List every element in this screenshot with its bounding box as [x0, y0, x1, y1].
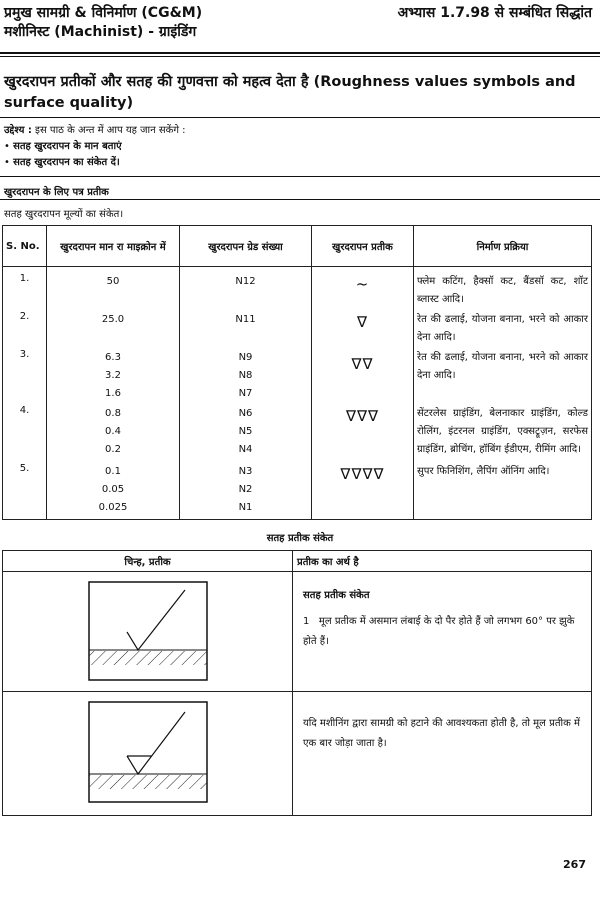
symbol-meaning	[293, 692, 591, 754]
objective-item: • सतह खुरदरापन का संकेत दें।	[4, 157, 120, 168]
row-value: 0.4	[105, 426, 121, 437]
table-row	[3, 267, 592, 310]
objective-item: • सतह खुरदरापन के मान बताएं	[4, 141, 122, 152]
row-symbol: ∇∇	[351, 355, 374, 373]
row-process: सेंटरलेस ग्राइंडिंग, बेलनाकार ग्राइंडिंग, कोल्ड रोलिंग, इंटरनल ग्राइंडिंग, एक्सट्रूज़न, सरफेस ग्राइंडिंग, ब्रोचिंग, हॉबिंग ईडीएम, रीमिंग आदि।	[417, 408, 588, 455]
row-grade: N12	[235, 276, 256, 287]
objectives	[4, 123, 186, 171]
row-value: 3.2	[105, 370, 121, 381]
row-value: 0.05	[101, 484, 125, 495]
row-grade: N8	[238, 370, 253, 381]
col-sno: S. No.	[3, 226, 47, 267]
table-row	[3, 403, 592, 459]
objectives-rule	[0, 176, 600, 177]
section-subheading: सतह खुरदरापन मूल्यों का संकेत।	[4, 209, 124, 220]
col-symbol: चिन्ह, प्रतीक	[3, 551, 293, 572]
row-value: 0.2	[105, 444, 121, 455]
header-trade-title: मशीनिस्ट (Machinist) - ग्राइंडिंग	[4, 24, 197, 40]
objective-intro: इस पाठ के अन्त में आप यह जान सकेंगे :	[35, 125, 186, 136]
col-manufacturing-process: निर्माण प्रक्रिया	[414, 226, 592, 267]
table-row	[3, 347, 592, 403]
row-value: 25.0	[101, 314, 125, 325]
col-grade-number: खुरदरापन ग्रेड संख्या	[180, 226, 312, 267]
col-roughness-value: खुरदरापन मान रा माइक्रोन में	[47, 226, 180, 267]
col-roughness-symbol: खुरदरापन प्रतीक	[312, 226, 414, 267]
table-row	[3, 309, 592, 347]
row-grade: N2	[238, 484, 253, 495]
row-grade: N5	[238, 426, 253, 437]
row-value: 0.025	[98, 502, 128, 513]
row-value: 1.6	[105, 388, 121, 399]
row-value: 0.8	[105, 408, 121, 419]
title-rule	[0, 117, 600, 118]
row-value: 50	[106, 276, 120, 287]
col-meaning: प्रतीक का अर्थ है	[293, 551, 592, 572]
symbol-caption: सतह प्रतीक संकेत	[266, 533, 334, 544]
row-sno: 4.	[19, 405, 30, 416]
row-grade: N9	[238, 352, 253, 363]
page-number: 267	[563, 858, 586, 871]
row-value: 0.1	[105, 466, 121, 477]
symbol-header-row	[3, 551, 592, 572]
symbol-meaning	[293, 572, 591, 652]
row-grade: N7	[238, 388, 253, 399]
row-value: 6.3	[105, 352, 121, 363]
basic-surface-symbol-figure	[3, 572, 293, 688]
row-process: सुपर फिनिशिंग, लैपिंग ऑनिंग आदि।	[417, 466, 550, 477]
row-grade: N6	[238, 408, 253, 419]
row-symbol: ∇	[356, 313, 369, 331]
header-rule-thin	[0, 56, 600, 57]
surface-hatch	[89, 775, 207, 789]
row-sno: 2.	[19, 311, 30, 322]
symbol-legs	[127, 712, 185, 774]
section-rule	[0, 199, 600, 200]
header-module-title: प्रमुख सामग्री & विनिर्माण (CG&M)	[4, 5, 203, 21]
row-symbol: ~	[355, 275, 370, 293]
meaning-text: यदि मशीनिंग द्वारा सामग्री को हटाने की आवश्यकता होती है, तो मूल प्रतीक में एक बार जोड़ा जाता है।	[303, 718, 580, 749]
row-symbol: ∇∇∇	[345, 407, 380, 425]
machined-surface-symbol-figure	[3, 692, 293, 812]
header-exercise-ref: अभ्यास 1.7.98 से सम्बंधित सिद्धांत	[397, 5, 592, 21]
row-sno: 5.	[19, 463, 30, 474]
surface-hatch	[89, 651, 207, 665]
row-grade: N1	[238, 502, 253, 513]
surface-symbol-table	[2, 550, 592, 816]
row-grade: N11	[235, 314, 256, 325]
figure-frame	[89, 582, 207, 680]
table-row	[3, 459, 592, 520]
objective-label: उद्देश्य :	[4, 125, 32, 136]
meaning-text: 1 मूल प्रतीक में असमान लंबाई के दो पैर होते हैं जो लगभग 60° पर झुके होते हैं।	[303, 616, 575, 647]
page-title: खुरदरापन प्रतीकों और सतह की गुणवत्ता को महत्व देता है (Roughness values symbols and surface quality)	[4, 74, 576, 111]
row-grade: N3	[238, 466, 253, 477]
row-process: रेत की ढलाई, योजना बनाना, भरने को आकार देना आदि।	[417, 314, 588, 343]
header-rule	[0, 52, 600, 54]
meaning-title: सतह प्रतीक संकेत	[303, 590, 370, 601]
row-sno: 1.	[19, 273, 30, 284]
symbol-row	[3, 572, 592, 692]
row-process: रेत की ढलाई, योजना बनाना, भरने को आकार देना आदि।	[417, 352, 588, 381]
section-heading: खुरदरापन के लिए पत्र प्रतीक	[4, 187, 109, 198]
table-header-row	[3, 226, 592, 267]
header-left	[4, 4, 202, 42]
symbol-row	[3, 692, 592, 816]
row-symbol: ∇∇∇∇	[340, 465, 385, 483]
row-grade: N4	[238, 444, 253, 455]
row-sno: 3.	[19, 349, 30, 360]
roughness-table	[2, 225, 592, 520]
row-process: फ्लेम कटिंग, हैक्सॉ कट, बैंडसॉ कट, शॉट ब्लास्ट आदि।	[417, 276, 588, 305]
basic-symbol-legs	[127, 590, 185, 650]
